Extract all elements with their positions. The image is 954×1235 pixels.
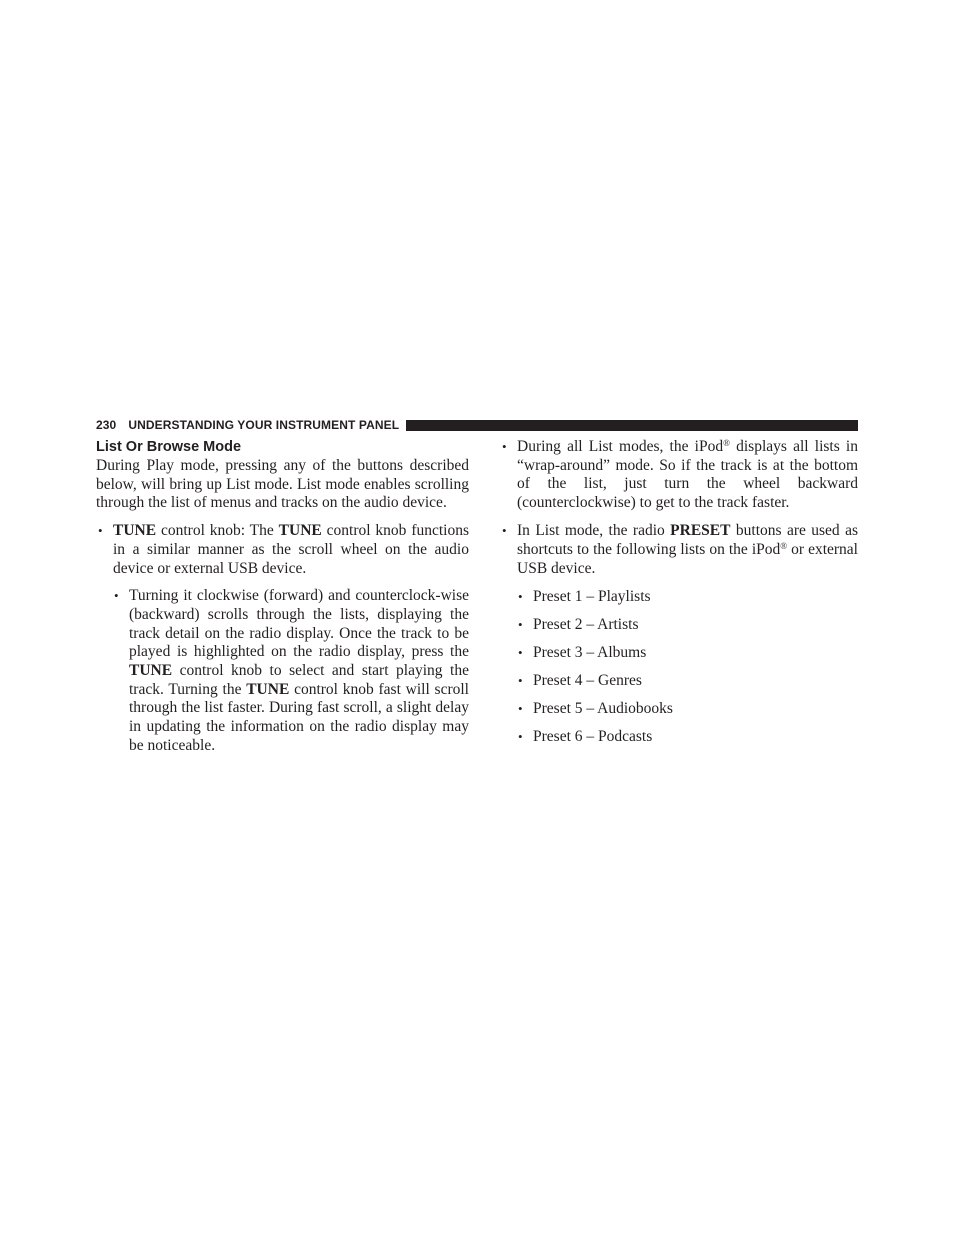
bullet-dot: •: [114, 588, 119, 604]
bullet-dot: •: [518, 644, 523, 660]
turning-sub-bullet: • Turning it clockwise (forward) and counterclock-wise (backward) scrolls through the lists, displaying the track detail on the radio display. Once the track to be played is highlighted on the radio display, press the TUNE control knob to select and start playing the track. Turning the TUNE control knob fast will scroll through the list faster. During fast scroll, a slight delay in updating the information on the radio display may be noticeable.: [114, 587, 469, 754]
header-rule: [406, 420, 858, 431]
tune-bullet: • TUNE control knob: The TUNE control knob functions in a similar manner as the scroll wheel on the audio device or external USB device.: [98, 522, 470, 577]
wrap-around-bullet: • During all List modes, the iPod® displays all lists in “wrap-around” mode. So if the track is at the bottom of the list, just turn the wheel backward (counterclockwise) to get to the track faster.: [502, 438, 858, 512]
tune-label: TUNE: [129, 662, 173, 680]
preset-item: [500, 700, 858, 719]
tune-label: TUNE: [113, 522, 157, 540]
page-number: 230: [96, 418, 117, 432]
preset-item: [500, 728, 858, 747]
preset-label: PRESET: [670, 522, 731, 540]
preset-item-label: Preset 6 – Podcasts: [533, 727, 653, 745]
preset-item: [500, 588, 858, 607]
tune-label: TUNE: [278, 522, 322, 540]
registered-mark: ®: [780, 541, 788, 552]
bullet-dot: •: [518, 588, 523, 604]
left-column: [96, 437, 469, 756]
section-title: UNDERSTANDING YOUR INSTRUMENT PANEL: [128, 418, 400, 432]
right-column: [500, 437, 858, 746]
bullet-dot: •: [98, 523, 103, 539]
preset-item-label: Preset 1 – Playlists: [533, 587, 651, 605]
preset-item-label: Preset 3 – Albums: [533, 643, 647, 661]
bullet-dot: •: [518, 616, 523, 632]
preset-bullet: • In List mode, the radio PRESET buttons are used as shortcuts to the following lists on the iPod® or external USB device.: [502, 522, 859, 577]
preset-item: [500, 672, 858, 691]
preset-item-label: Preset 2 – Artists: [533, 615, 639, 633]
intro-paragraph: During Play mode, pressing any of the buttons described below, will bring up List mode. List mode enables scrolling through the list of menus and tracks on the audio device.: [96, 457, 469, 512]
registered-mark: ®: [723, 438, 730, 448]
preset-item-label: Preset 4 – Genres: [533, 671, 642, 689]
preset-item: [500, 616, 858, 635]
bullet-dot: •: [502, 439, 507, 454]
section-heading: List Or Browse Mode: [96, 439, 242, 455]
bullet-dot: •: [518, 672, 523, 688]
tune-label: TUNE: [246, 680, 290, 698]
bullet-dot: •: [518, 728, 523, 744]
preset-item-label: Preset 5 – Audiobooks: [533, 699, 673, 717]
preset-item: [500, 644, 858, 663]
bullet-dot: •: [518, 700, 523, 716]
page-header: [96, 417, 858, 433]
bullet-dot: •: [502, 523, 507, 539]
